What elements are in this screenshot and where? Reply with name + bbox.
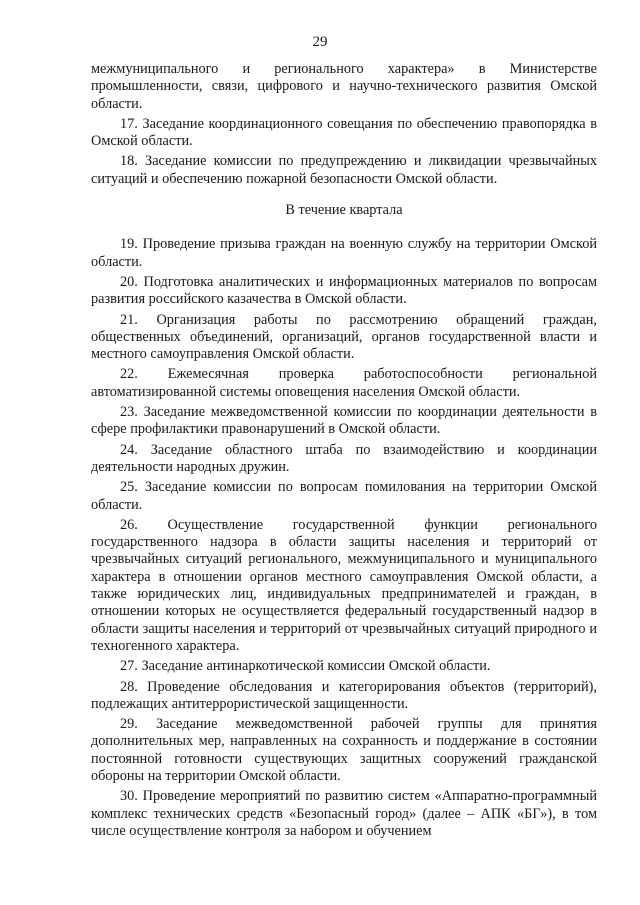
list-item: 21. Организация работы по рассмотрению обращений граждан, общественных объединений, организаций, органов государственной власти и местного самоуправления Омской области. <box>91 311 597 363</box>
list-item: 29. Заседание межведомственной рабочей группы для принятия дополнительных мер, направленных на сохранность и поддержание в состоянии постоянной готовности существующих защитных сооружений гражданской обороны на территории Омской области. <box>91 716 597 784</box>
page-number: 29 <box>312 34 328 50</box>
list-item: 26. Осуществление государственной функции регионального государственного надзора в области защиты населения и территорий от чрезвычайных ситуаций регионального, межмуниципального и муниципального характера в отношении органов местного самоуправления Омской области, а также юридических лиц, индивидуальных предпринимателей и граждан, в отношении которых не осуществляется федеральный государственный надзор в области защиты населения и территорий от чрезвычайных ситуаций природного и техногенного характера. <box>91 516 597 654</box>
list-item: 24. Заседание областного штаба по взаимодействию и координации деятельности народных дружин. <box>91 441 597 475</box>
continuation-paragraph: межмуниципального и регионального характера» в Министерстве промышленности, связи, цифрового и научно-технического развития Омской области. <box>91 61 597 112</box>
list-item: 23. Заседание межведомственной комиссии по координации деятельности в сфере профилактики правонарушений в Омской области. <box>91 404 597 438</box>
list-item: 18. Заседание комиссии по предупреждению и ликвидации чрезвычайных ситуаций и обеспечению пожарной безопасности Омской области. <box>91 153 597 187</box>
list-item: 27. Заседание антинаркотической комиссии Омской области. <box>120 658 491 675</box>
section-heading: В течение квартала <box>285 202 403 219</box>
list-item: 19. Проведение призыва граждан на военную службу на территории Омской области. <box>91 236 597 270</box>
list-item: 17. Заседание координационного совещания по обеспечению правопорядка в Омской области. <box>91 115 597 150</box>
list-item: 30. Проведение мероприятий по развитию систем «Аппаратно-программный комплекс технических средств «Безопасный город» (далее – АПК «БГ»), в том числе осуществление контроля за набором и обучением <box>91 788 597 839</box>
list-item: 28. Проведение обследования и категорирования объектов (территорий), подлежащих антитеррористической защищенности. <box>91 678 597 712</box>
list-item: 25. Заседание комиссии по вопросам помилования на территории Омской области. <box>91 479 597 513</box>
list-item: 20. Подготовка аналитических и информационных материалов по вопросам развития российского казачества в Омской области. <box>91 273 597 308</box>
document-body <box>91 61 597 840</box>
list-item: 22. Ежемесячная проверка работоспособности региональной автоматизированной системы оповещения населения Омской области. <box>91 366 597 400</box>
